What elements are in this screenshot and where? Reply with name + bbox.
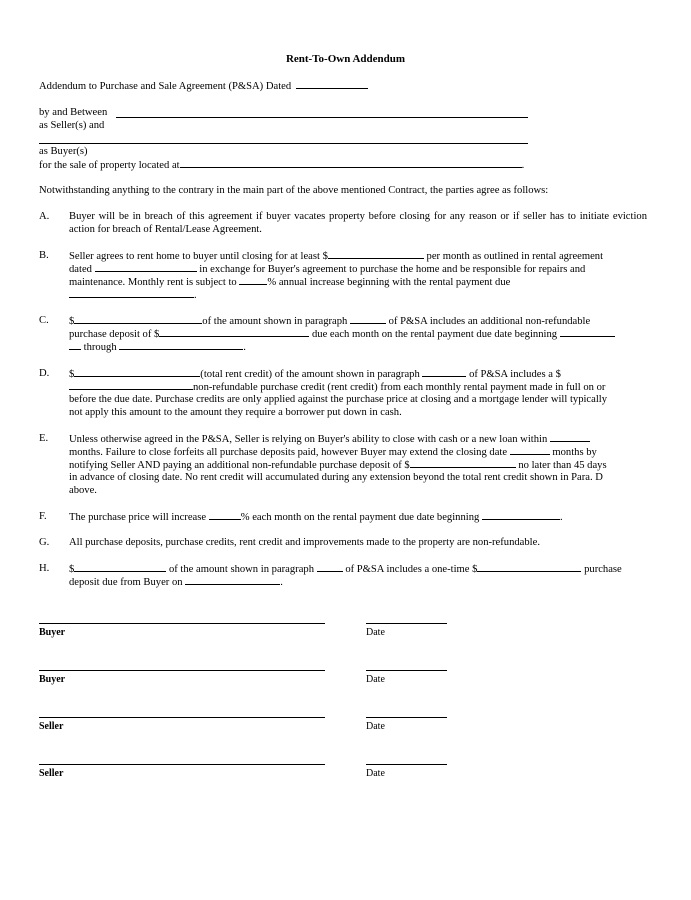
para-b-text-1: Seller agrees to rent home to buyer until closing for at least $: [69, 251, 328, 262]
para-d-text-2: (total rent credit) of the amount shown in paragraph: [200, 369, 420, 380]
para-e-line5: above.: [69, 485, 97, 496]
para-e-line2: [69, 445, 597, 459]
para-d-letter: D.: [39, 368, 50, 379]
para-h-line1: [69, 562, 622, 576]
price-increase-date-field[interactable]: [482, 510, 560, 520]
para-c-text-3: of P&SA includes an additional non-refundable: [388, 316, 591, 327]
para-e-line1: [69, 432, 590, 446]
para-c-line3: [69, 340, 246, 354]
signature-role-label: Seller: [39, 768, 64, 779]
seller-names-field[interactable]: [116, 117, 528, 118]
para-d-line1: [69, 367, 561, 381]
para-b-period: .: [194, 290, 197, 301]
para-c-dollar-2: $: [154, 329, 160, 340]
closing-months-field[interactable]: [550, 432, 590, 442]
para-h-text-4: purchase: [584, 564, 622, 575]
para-e-text-5: no later than 45 days: [518, 460, 607, 471]
para-d-line2: [69, 380, 605, 394]
para-b-line1: [69, 249, 603, 263]
rent-increase-percent-field[interactable]: [239, 275, 267, 285]
para-e-text-2: months. Failure to close forfeits all purchase deposits paid, however Buyer may extend the closing date: [69, 447, 508, 458]
date-line[interactable]: [366, 717, 447, 718]
para-g-text: All purchase deposits, purchase credits, rent credit and improvements made to the property are non-refundable.: [69, 537, 540, 548]
para-c-text-6: due each month on the rental payment due date beginning: [311, 329, 558, 340]
para-h-text-3: of P&SA includes a one-time $: [345, 564, 478, 575]
para-f-text-1: The purchase price will increase: [69, 512, 207, 523]
para-b-line2: [69, 262, 585, 276]
para-b-letter: B.: [39, 250, 49, 261]
deposit-portion-field[interactable]: [74, 314, 202, 324]
para-d-paragraph-field[interactable]: [422, 367, 466, 377]
para-c-line1: [69, 314, 590, 328]
para-b-text-3: dated: [69, 264, 92, 275]
deposit-start-date-field[interactable]: [560, 327, 615, 337]
date-line[interactable]: [366, 764, 447, 765]
property-address-field[interactable]: [180, 158, 522, 168]
signature-line[interactable]: [39, 670, 325, 671]
intro-text: Notwithstanding anything to the contrary in the main part of the above mentioned Contract, the parties agree as follows:: [39, 185, 549, 196]
para-f-letter: F.: [39, 511, 47, 522]
buyer-names-field[interactable]: [39, 143, 528, 144]
monthly-rent-credit-field[interactable]: [69, 380, 193, 390]
date-line[interactable]: [366, 623, 447, 624]
para-h-period: .: [280, 577, 283, 588]
property-period: .: [521, 160, 525, 171]
one-time-deposit-field[interactable]: [477, 562, 581, 572]
as-buyers-label: as Buyer(s): [39, 146, 88, 157]
property-line: [39, 158, 524, 172]
date-line[interactable]: [366, 670, 447, 671]
para-e-text-4: notifying Seller AND paying an additional non-refundable purchase deposit of $: [69, 460, 410, 471]
as-sellers-label: as Seller(s) and: [39, 120, 105, 131]
para-e-text-1: Unless otherwise agreed in the P&SA, Seller is relying on Buyer's ability to close with cash or a new loan within: [69, 434, 548, 445]
para-d-text-3: of P&SA includes a $: [469, 369, 561, 380]
para-h-text-2: of the amount shown in paragraph: [168, 564, 314, 575]
para-f-text-2: % each month on the rental payment due date beginning: [240, 512, 480, 523]
para-c-dollar: $: [69, 316, 75, 327]
para-c-letter: C.: [39, 315, 49, 326]
para-e-letter: E.: [39, 433, 49, 444]
para-b-text-4: in exchange for Buyer's agreement to purchase the home and be responsible for repairs and: [199, 264, 586, 275]
para-h-line2: [69, 575, 283, 589]
para-h-dollar: $: [69, 564, 75, 575]
para-f-line: [69, 510, 563, 524]
pssa-date-field[interactable]: [296, 79, 368, 89]
signature-role-label: Buyer: [39, 627, 66, 638]
deposit-start-cont-field[interactable]: [69, 340, 81, 350]
addendum-dated-line: [39, 79, 368, 93]
extension-months-field[interactable]: [510, 445, 550, 455]
para-a-letter: A.: [39, 211, 50, 222]
signature-line[interactable]: [39, 717, 325, 718]
signature-role-label: Seller: [39, 721, 64, 732]
para-c-text-7: through: [83, 342, 117, 353]
extension-deposit-field[interactable]: [410, 458, 516, 468]
date-label: Date: [366, 627, 385, 638]
para-f-period: .: [559, 512, 563, 523]
para-c-text-2: of the amount shown in paragraph: [202, 316, 348, 327]
property-label: for the sale of property located at: [39, 160, 180, 171]
monthly-rent-field[interactable]: [328, 249, 424, 259]
signature-line[interactable]: [39, 764, 325, 765]
para-b-line3: [69, 275, 510, 289]
para-a-text: Buyer will be in breach of this agreement if buyer vacates property before closing for any reason or if seller has to initiate eviction action for breach of Rental/Lease Agreement.: [69, 211, 647, 235]
signature-role-label: Buyer: [39, 674, 66, 685]
addendum-label: Addendum to Purchase and Sale Agreement (P&SA) Dated: [39, 81, 292, 92]
para-d-dollar: $: [69, 369, 75, 380]
para-c-text-4: purchase deposit of: [69, 329, 152, 340]
rent-increase-date-field[interactable]: [69, 288, 194, 298]
price-increase-percent-field[interactable]: [209, 510, 241, 520]
para-h-text-5: deposit due from Buyer on: [69, 577, 183, 588]
para-b-text-6: % annual increase beginning with the rental payment due: [267, 277, 511, 288]
total-rent-credit-field[interactable]: [74, 367, 200, 377]
para-h-paragraph-field[interactable]: [317, 562, 343, 572]
para-d-line4: not apply this amount to the amount they require a borrower put down in cash.: [69, 407, 402, 418]
para-b-line4: [69, 288, 197, 302]
date-label: Date: [366, 768, 385, 779]
para-b-text-2: per month as outlined in rental agreement: [426, 251, 604, 262]
para-e-text-3: months by: [552, 447, 597, 458]
para-c-line2: [69, 327, 615, 341]
date-label: Date: [366, 674, 385, 685]
purchase-deposit-field[interactable]: [159, 327, 309, 337]
one-time-portion-field[interactable]: [74, 562, 166, 572]
para-d-line3: before the due date. Purchase credits are only applied against the purchase price at closing and a mortgage lender will typically: [69, 394, 608, 405]
signature-line[interactable]: [39, 623, 325, 624]
para-c-paragraph-field[interactable]: [350, 314, 386, 324]
para-e-line4: in advance of closing date. No rent credit will accumulated during any extension beyond the total rent credit shown in Para. D: [69, 472, 603, 483]
date-label: Date: [366, 721, 385, 732]
para-b-text-5: maintenance. Monthly rent is subject to: [69, 277, 237, 288]
para-d-text-4: non-refundable purchase credit (rent credit) from each monthly rental payment made in full on or: [193, 382, 606, 393]
para-g-letter: G.: [39, 537, 50, 548]
rental-agreement-date-field[interactable]: [95, 262, 197, 272]
by-and-between-label: by and Between: [39, 107, 108, 118]
para-e-line3: [69, 458, 607, 472]
deposit-end-date-field[interactable]: [119, 340, 243, 350]
one-time-deposit-date-field[interactable]: [185, 575, 280, 585]
para-h-letter: H.: [39, 563, 50, 574]
para-c-period: .: [243, 342, 246, 353]
document-title: Rent-To-Own Addendum: [285, 53, 406, 65]
